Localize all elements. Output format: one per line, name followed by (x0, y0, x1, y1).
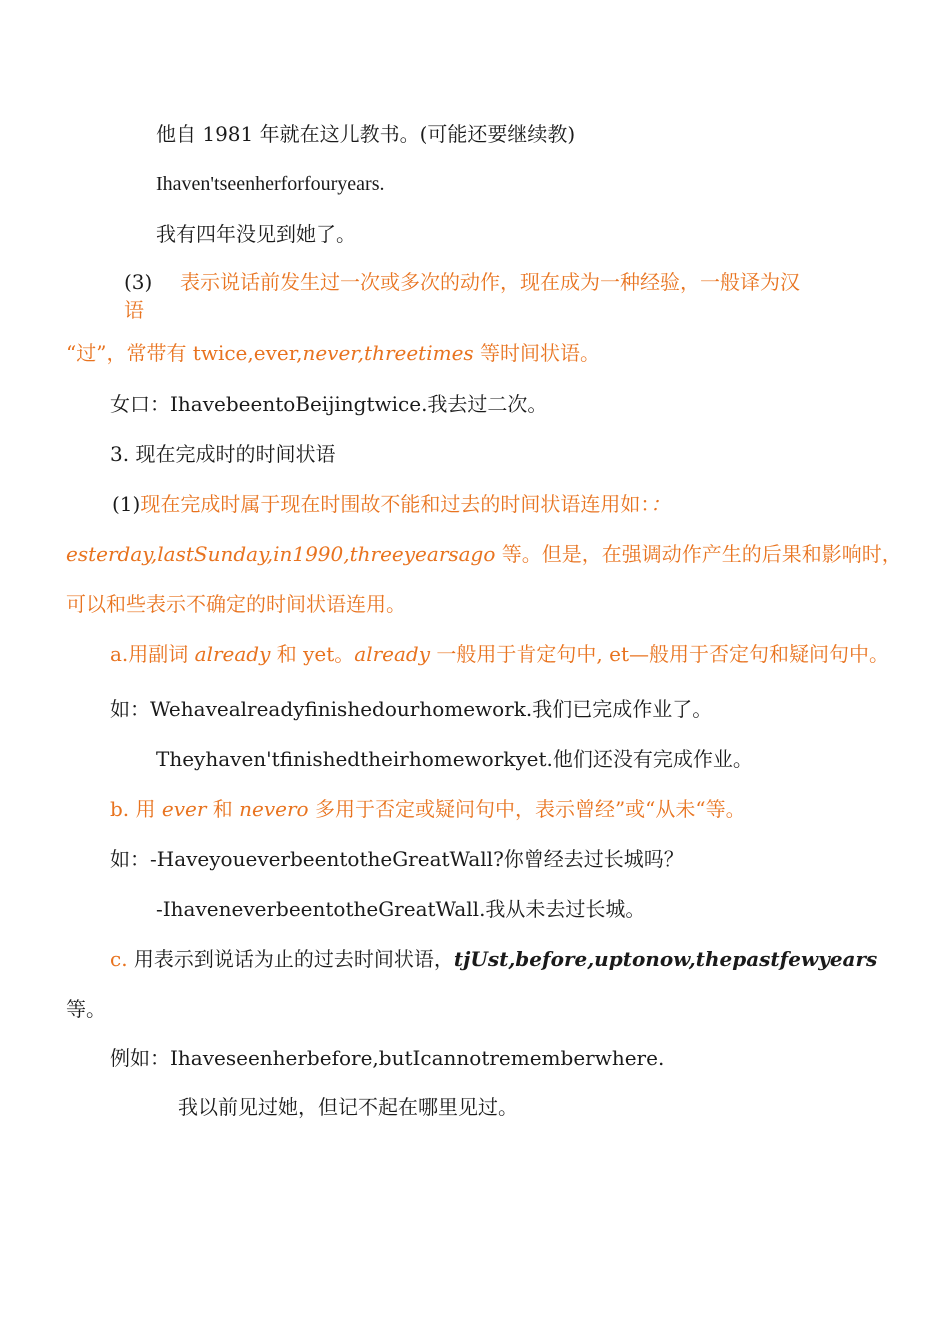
line-14-a: b. 用 (110, 797, 162, 821)
line-5-part-c: 等时间状语。 (473, 341, 601, 365)
line-10: 可以和些表示不确定的时间状语连用。 (66, 592, 406, 616)
line-11-e: 一般用于肯定句中, et—般用于否定句和疑问句中。 (430, 642, 889, 666)
line-1: 他自 1981 年就在这儿教书。(可能还要继续教) (156, 122, 576, 146)
line-14 (110, 796, 746, 822)
line-8-text: 现在完成时属于现在时围故不能和过去的时间状语连用如： (140, 492, 651, 516)
line-5-part-a: “过”，常带有 twice,ever, (66, 341, 303, 365)
line-8-number: (1) (112, 492, 141, 516)
line-15: 如：-HaveyoueverbeentotheGreatWall?你曾经去过长城吗？ (110, 847, 684, 871)
line-14-c: 和 (206, 797, 240, 821)
line-4-wrap: 语 (124, 298, 144, 322)
line-17-label: c. (110, 947, 128, 971)
line-17-italic: tjUst,before,uptonow,thepastfewyears (453, 947, 878, 971)
line-17-text: 用表示到说话为止的过去时间状语， (127, 947, 454, 971)
line-19: 例如：Ihaveseenherbefore,butIcannotrememberwhere. (110, 1046, 665, 1070)
line-8-colon: ： (650, 492, 671, 516)
line-11-already-1: already (194, 642, 271, 666)
line-16: -IhaveneverbeentotheGreatWall.我从未去过长城。 (156, 897, 646, 921)
line-14-never: never (239, 797, 297, 821)
line-14-f: 多用于否定或疑问句中，表示曾经”或“从未“等。 (308, 797, 746, 821)
line-7-heading: 3. 现在完成时的时间状语 (110, 442, 336, 466)
line-17 (110, 946, 877, 972)
line-20: 我以前见过她，但记不起在哪里见过。 (178, 1095, 518, 1119)
line-12: 如：Wehavealreadyfinishedourhomework.我们已完成作业了。 (110, 697, 713, 721)
line-11 (110, 641, 889, 667)
line-9-italic: esterday,lastSunday,in1990,threeyearsago (66, 542, 496, 566)
line-5 (66, 340, 600, 366)
line-4-number: (3) (124, 270, 153, 294)
line-9 (66, 541, 902, 567)
line-14-ever: ever (161, 797, 207, 821)
line-13: Theyhaven'tfinishedtheirhomeworkyet.他们还没有完成作业。 (156, 747, 753, 771)
line-14-o: o (296, 797, 309, 821)
line-4-text: 表示说话前发生过一次或多次的动作，现在成为一种经验，一般译为汉 (180, 270, 800, 294)
line-3: 我有四年没见到她了。 (156, 222, 356, 246)
line-11-a: a.用副词 (110, 642, 195, 666)
line-18: 等。 (66, 997, 106, 1021)
line-11-already-2: already (354, 642, 431, 666)
line-11-c: 和 yet。 (270, 642, 355, 666)
line-5-italic: never,threetimes (302, 341, 474, 365)
line-9-rest: 等。但是，在强调动作产生的后果和影响时， (495, 542, 902, 566)
line-2: Ihaven'tseenherforfouryears. (156, 173, 385, 195)
line-8 (112, 491, 670, 517)
line-6: 女口：IhavebeentoBeijingtwice.我去过二次。 (110, 392, 548, 416)
